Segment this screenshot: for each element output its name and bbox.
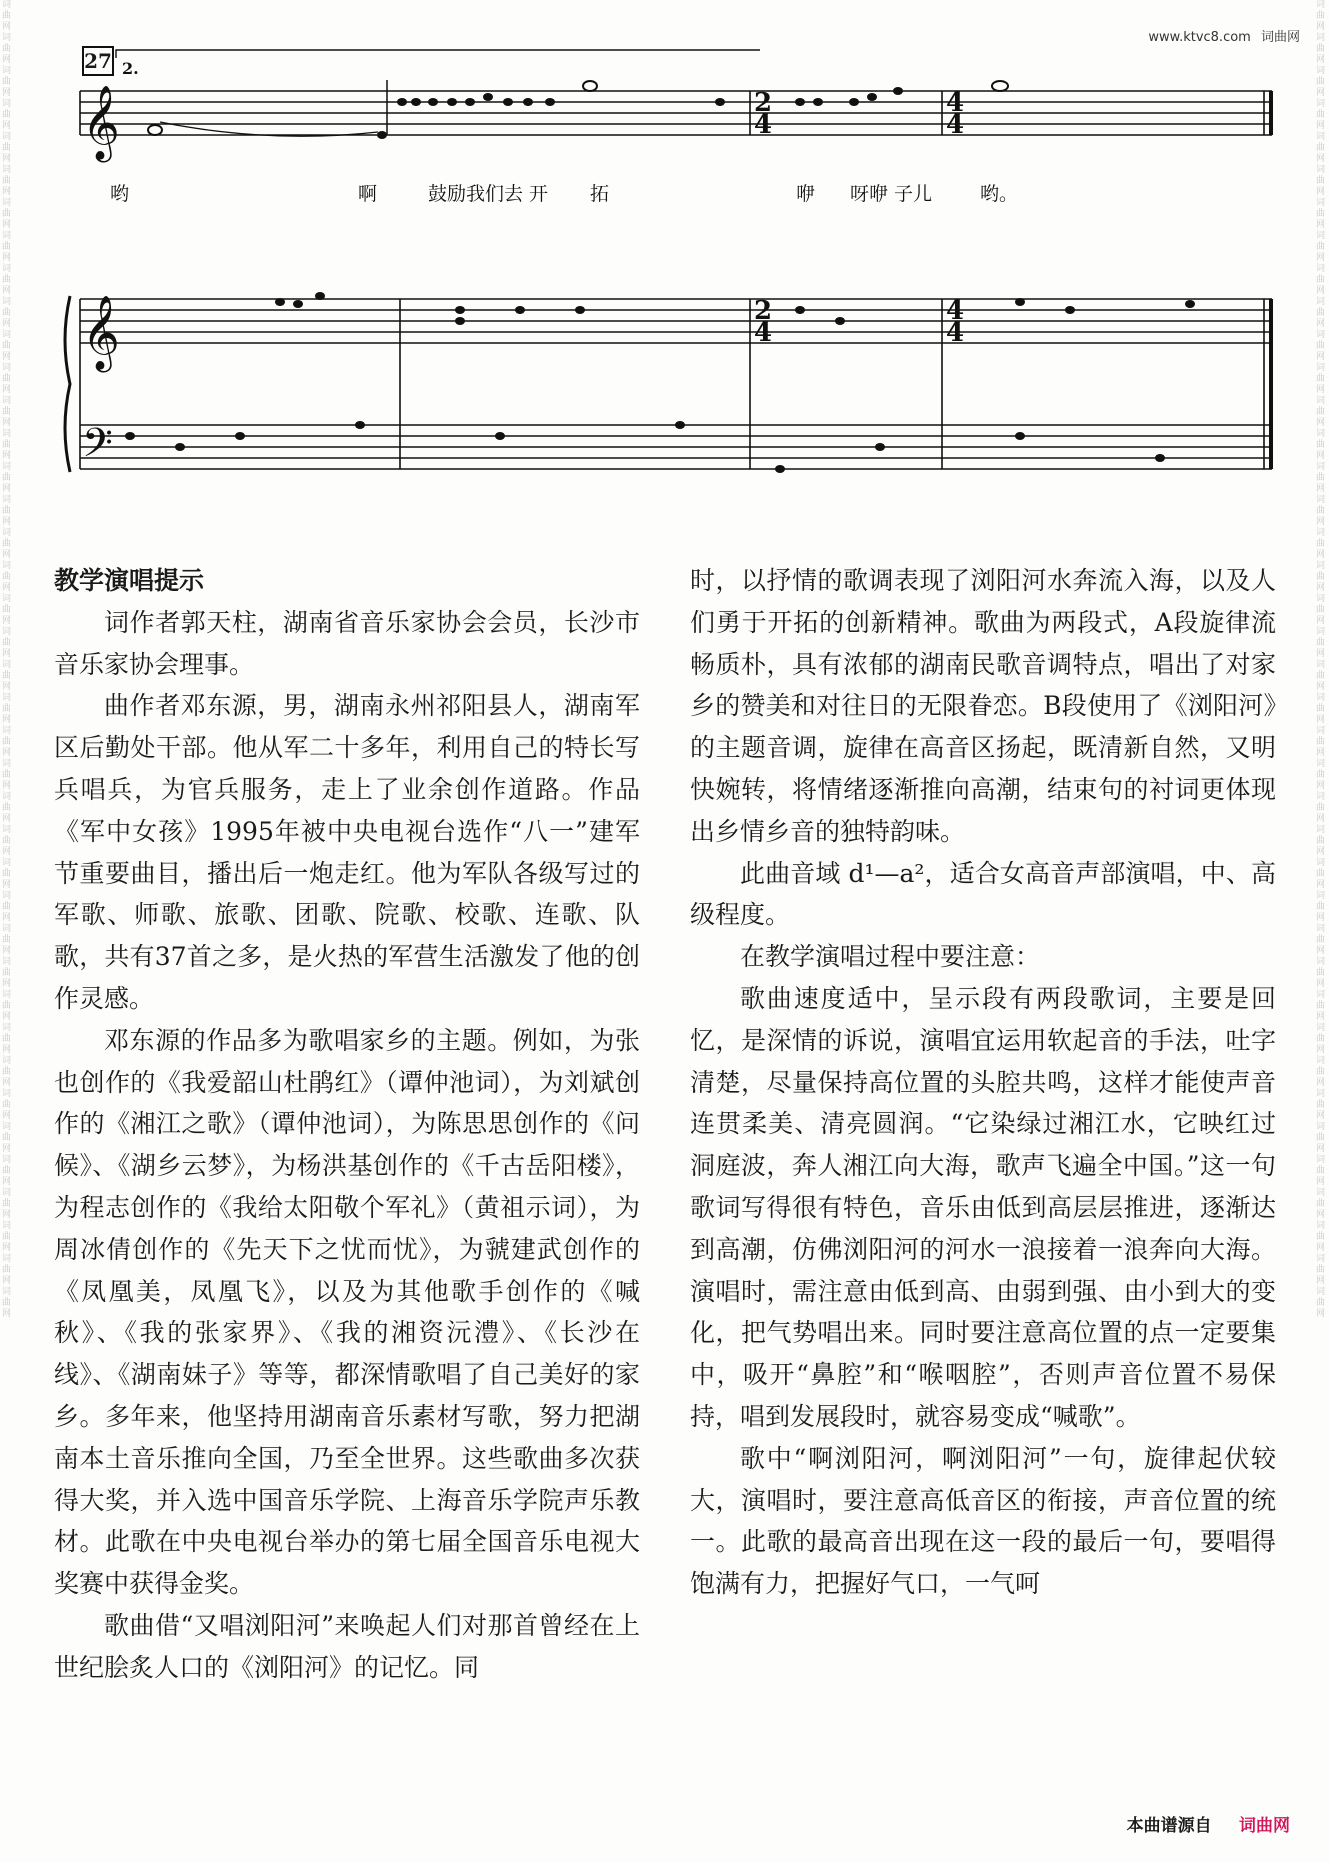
lyric-6: 呀咿 子儿 [850, 183, 933, 205]
time-sig-top-2p: 2 [754, 296, 773, 326]
treble-clef-piano: 𝄞 [82, 296, 120, 370]
left-column [54, 560, 640, 1689]
treble-clef: 𝄞 [82, 86, 120, 160]
piano-bass-staff [80, 425, 1272, 469]
time-sig-top-2: 2 [754, 88, 773, 118]
vocal-notes [148, 80, 1008, 139]
paragraph-notes-intro: 在教学演唱过程中要注意： [740, 942, 1041, 972]
lyric-1: 哟 [110, 183, 130, 205]
lyrics-row [110, 183, 1018, 205]
piano-brace [65, 296, 70, 472]
right-column [690, 560, 1276, 1605]
paragraph-works: 邓东源的作品多为歌唱家乡的主题。例如，为张也创作的《我爱韶山杜鹃红》（谭仲池词），为刘斌创作的《湘江之歌》（谭仲池词），为陈思思创作的《问候》、《湖乡云梦》，为杨洪基创作的《千古岳阳楼》，为程志创作的《我给太阳敬个军礼》（黄祖示词），为周冰倩创作的《先天下之忧而忧》，为虢建武创作的《凤凰美，凤凰飞》，以及为其他歌手创作的《喊秋》、《我的张家界》、《我的湘资沅澧》、《长沙在线》、《湖南妹子》等等，都深情歌唱了自己美好的家乡。多年来，他坚持用湖南音乐素材写歌，努力把湖南本土音乐推向全国，乃至全世界。这些歌曲多次获得大奖，并入选中国音乐学院、上海音乐学院声乐教材。此歌在中央电视台举办的第七届全国音乐电视大奖赛中获得金奖。 [54, 1025, 640, 1599]
piano-notes [125, 292, 1195, 473]
measure-number: 27 [82, 46, 114, 76]
time-sig-top-4p: 4 [946, 296, 965, 326]
lyric-4: 拓 [590, 183, 610, 205]
lyric-7: 哟。 [980, 183, 1019, 205]
paragraph-range: 此曲音域 d¹—a²，适合女高音声部演唱，中、高级程度。 [690, 858, 1276, 930]
site-name: 词曲网 [1260, 30, 1300, 45]
bass-clef: 𝄢 [82, 420, 113, 476]
page-footer [1127, 1811, 1290, 1836]
lyric-3: 鼓励我们去 开 [428, 183, 549, 205]
time-sig-bottom-4p: 4 [754, 318, 773, 348]
time-sig-bottom-4: 4 [754, 110, 773, 140]
paragraph-song-intro: 歌曲借“又唱浏阳河”来唤起人们对那首曾经在上世纪脍炙人口的《浏阳河》的记忆。同 [54, 1610, 640, 1682]
volta-bracket [116, 50, 760, 58]
right-watermark-strip: 词曲网词曲网词曲网词曲网词曲网词曲网词曲网词曲网词曲网词曲网词曲网词曲网词曲网词曲网词曲网词曲网词曲网词曲网词曲网词曲网词曲网词曲网词曲网词曲网词曲网词曲网词曲网词曲网词曲网词曲网词曲网词曲网词曲网词曲网词曲网词曲网词曲网词曲网词曲网词曲网 [1316, 0, 1326, 1319]
time-sig-bottom-4pb: 4 [946, 318, 965, 348]
left-watermark-strip: 词曲网词曲网词曲网词曲网词曲网词曲网词曲网词曲网词曲网词曲网词曲网词曲网词曲网词曲网词曲网词曲网词曲网词曲网词曲网词曲网词曲网词曲网词曲网词曲网词曲网词曲网词曲网词曲网词曲网词曲网词曲网词曲网词曲网词曲网词曲网词曲网词曲网词曲网词曲网词曲网 [2, 0, 12, 1319]
site-url[interactable]: www.ktvc8.com [1148, 30, 1251, 45]
barlines [80, 91, 1271, 469]
paragraph-song-continued: 时，以抒情的歌调表现了浏阳河水奔流入海，以及人们勇于开拓的创新精神。歌曲为两段式，A段旋律流畅质朴，具有浓郁的湖南民歌音调特点，唱出了对家乡的赞美和对往日的无限眷恋。B段使用了《浏阳河》的主题音调，旋律在高音区扬起，既清新自然，又明快婉转，将情绪逐渐推向高潮，结束句的衬词更体现出乡情乡音的独特韵味。 [690, 566, 1276, 846]
lyric-2: 啊 [358, 183, 378, 205]
article-heading: 教学演唱提示 [54, 566, 205, 595]
time-sig-bottom-4b: 4 [946, 110, 965, 140]
volta-label: 2. [122, 59, 139, 78]
lyric-5: 咿 [796, 183, 816, 205]
footer-source-label: 本曲谱源自 [1126, 1816, 1212, 1836]
time-sig-top-4: 4 [946, 88, 965, 118]
paragraph-lyricist: 词作者郭天柱，湖南省音乐家协会会员，长沙市音乐家协会理事。 [54, 607, 640, 679]
music-score [60, 40, 1290, 480]
paragraph-composer: 曲作者邓东源，男，湖南永州祁阳县人，湖南军区后勤处干部。他从军二十多年，利用自己的特长写兵唱兵，为官兵服务，走上了业余创作道路。作品《军中女孩》1995年被中央电视台选作“八一”建军节重要曲目，播出后一炮走红。他为军队各级写过的军歌、师歌、旅歌、团歌、院歌、校歌、连歌、队歌，共有37首之多，是火热的军营生活激发了他的创作灵感。 [54, 691, 640, 1013]
footer-brand-link[interactable]: 词曲网 [1239, 1816, 1290, 1836]
vocal-staff [80, 91, 1272, 135]
paragraph-phrase: 歌中“啊浏阳河，啊浏阳河”一句，旋律起伏较大，演唱时，要注意高低音区的衔接，声音位置的统一。此歌的最高音出现在这一段的最后一句，要唱得饱满有力，把握好气口，一气呵 [690, 1443, 1276, 1599]
paragraph-tempo: 歌曲速度适中，呈示段有两段歌词，主要是回忆，是深情的诉说，演唱宜运用软起音的手法，吐字清楚，尽量保持高位置的头腔共鸣，这样才能使声音连贯柔美、清亮圆润。“它染绿过湘江水，它映红过洞庭波，奔人湘江向大海，歌声飞遍全中国。”这一句歌词写得很有特色，音乐由低到高层层推进，逐渐达到高潮，仿佛浏阳河的河水一浪接着一浪奔向大海。演唱时，需注意由低到高、由弱到强、由小到大的变化，把气势唱出来。同时要注意高位置的点一定要集中，吸开“鼻腔”和“喉咽腔”，否则声音位置不易保持，唱到发展段时，就容易变成“喊歌”。 [690, 983, 1276, 1431]
piano-treble-staff [80, 299, 1272, 343]
